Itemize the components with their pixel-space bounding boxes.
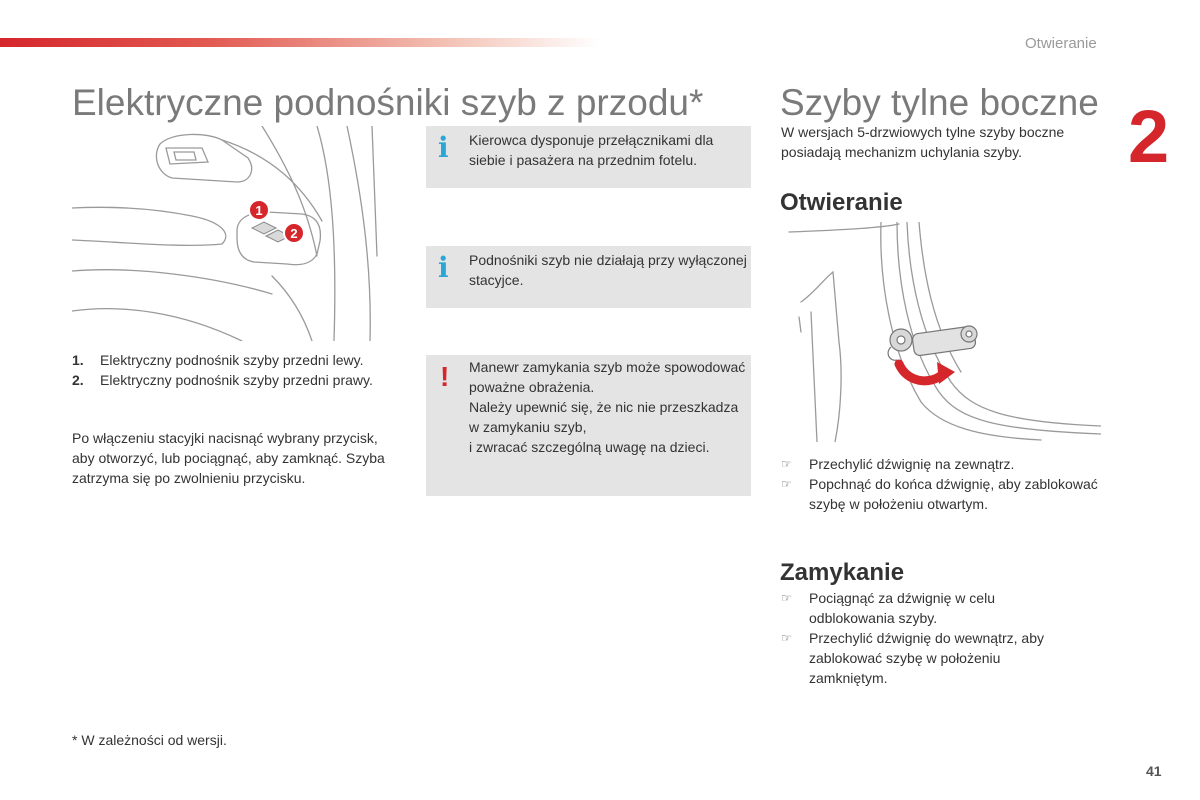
opening-heading: Otwieranie [780,189,903,216]
info-icon: i [438,251,449,284]
usage-paragraph: Po włączeniu stacyjki nacisnąć wybrany przycisk, aby otworzyć, lub pociągnąć, aby zamknąć. Szyba zatrzyma się po zwolnieniu przycisku. [72,430,385,486]
closing-steps [781,588,1071,688]
step-text: Popchnąć do końca dźwignię, aby zablokować szybę w położeniu otwartym. [809,476,1098,512]
info-icon: i [438,131,449,164]
warning-note-closing [426,355,751,496]
switch-legend [72,350,402,390]
header-accent-bar [0,38,600,47]
pointer-hand-icon: ☞ [781,477,792,491]
info-note-ignition [426,246,751,308]
pointer-hand-icon: ☞ [781,457,792,471]
step-item [781,588,1071,628]
closing-heading: Zamykanie [780,559,905,586]
legend-text: Elektryczny podnośnik szyby przedni lewy. [100,352,364,368]
rear-window-latch-illustration [781,222,1101,442]
legend-text: Elektryczny podnośnik szyby przedni prawy. [100,372,373,388]
legend-item [72,370,402,390]
rear-windows-intro: W wersjach 5-drzwiowych tylne szyby boczne posiadają mechanizm uchylania szyby. [781,124,1065,160]
rear-windows-title: Szyby tylne boczne [780,82,1099,123]
callout-1: 1 [255,203,263,218]
legend-number: 1. [72,352,84,368]
footnote: * W zależności od wersji. [72,732,227,748]
page-number: 41 [1146,763,1162,779]
info-note-driver-switches [426,126,751,188]
callout-2: 2 [290,226,298,241]
step-text: Przechylić dźwignię na zewnątrz. [809,456,1015,472]
legend-number: 2. [72,372,84,388]
note-text: Podnośniki szyb nie działają przy wyłączonej stacyjce. [469,252,747,288]
legend-item [72,350,402,370]
front-windows-title: Elektryczne podnośniki szyb z przodu* [72,82,704,123]
pointer-hand-icon: ☞ [781,591,792,605]
note-text: Manewr zamykania szyb może spowodować poważne obrażenia. Należy upewnić się, że nic nie przeszkadza w zamykaniu szyb, i zwracać szczególną uwagę na dzieci. [469,359,746,455]
step-item [781,454,1101,474]
step-item [781,474,1101,514]
step-item [781,628,1071,688]
step-text: Pociągnąć za dźwignię w celu odblokowania szyby. [809,590,995,626]
door-switch-illustration [72,126,397,341]
opening-steps [781,454,1101,514]
step-text: Przechylić dźwignię do wewnątrz, aby zablokować szybę w położeniu zamkniętym. [809,630,1044,686]
warning-icon: ! [440,361,450,392]
note-text: Kierowca dysponuje przełącznikami dla siebie i pasażera na przednim fotelu. [469,132,714,168]
pointer-hand-icon: ☞ [781,631,792,645]
section-label: Otwieranie [1025,35,1097,52]
chapter-number: 2 [1128,95,1170,178]
